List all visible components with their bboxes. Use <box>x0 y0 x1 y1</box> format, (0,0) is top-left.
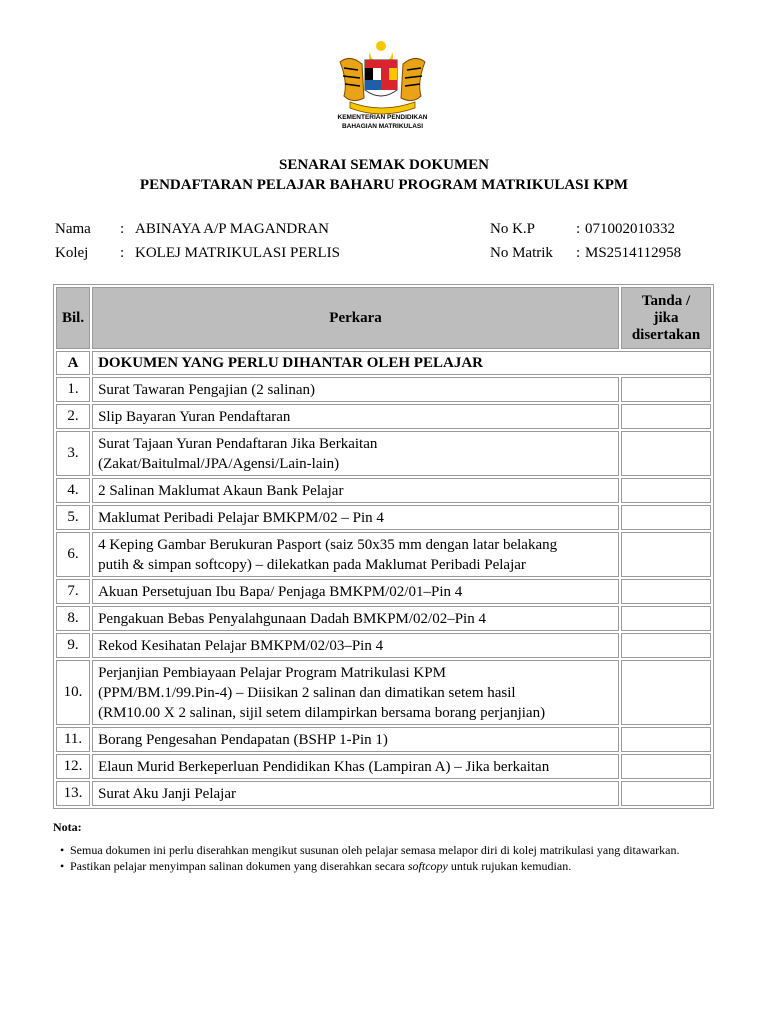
header-tanda-line-3: disertakan <box>631 326 701 343</box>
row-number: 12. <box>56 754 90 779</box>
row-item-line: Akuan Persetujuan Ibu Bapa/ Penjaga BMKPM/02/01–Pin 4 <box>98 583 463 600</box>
checkbox-cell[interactable] <box>621 478 711 503</box>
row-number: 7. <box>56 579 90 604</box>
row-item-line: (PPM/BM.1/99.Pin-4) – Diisikan 2 salinan dan dimatikan setem hasil <box>98 684 516 701</box>
table-row <box>56 606 711 631</box>
row-item <box>92 377 619 402</box>
table-row <box>56 579 711 604</box>
notes-title: Nota: <box>53 820 82 834</box>
note-item <box>60 859 720 874</box>
note-item <box>60 843 720 858</box>
bullet-icon: • <box>60 843 65 857</box>
note-text-1: Semua dokumen ini perlu diserahkan mengikut susunan oleh pelajar semasa melapor diri di kolej matrikulasi yang ditawarkan. <box>70 843 680 857</box>
document-subtitle: PENDAFTARAN PELAJAR BAHARU PROGRAM MATRIKULASI KPM <box>139 177 629 193</box>
table-row <box>56 404 711 429</box>
name-separator: : <box>120 221 125 237</box>
header-bil: Bil. <box>56 287 90 349</box>
checkbox-cell[interactable] <box>621 727 711 752</box>
row-item-line: Surat Tawaran Pengajian (2 salinan) <box>98 381 316 398</box>
table-row <box>56 505 711 530</box>
section-row <box>56 351 711 375</box>
row-item <box>92 727 619 752</box>
header-perkara: Perkara <box>92 287 619 349</box>
row-item-line: Maklumat Peribadi Pelajar BMKPM/02 – Pin 4 <box>98 509 384 526</box>
college-label: Kolej <box>55 245 89 261</box>
name-label: Nama <box>55 221 91 237</box>
checkbox-cell[interactable] <box>621 431 711 476</box>
name-value: ABINAYA A/P MAGANDRAN <box>135 221 329 237</box>
college-separator: : <box>120 245 125 261</box>
note-text-2-after: untuk rujukan kemudian. <box>447 859 572 873</box>
table-row <box>56 633 711 658</box>
row-item <box>92 633 619 658</box>
table-row <box>56 431 711 476</box>
table-row <box>56 727 711 752</box>
ic-value: 071002010332 <box>585 221 675 237</box>
checkbox-cell[interactable] <box>621 606 711 631</box>
row-number: 13. <box>56 781 90 806</box>
note-text-2 <box>70 859 571 874</box>
row-item-line: putih & simpan softcopy) – dilekatkan pada Maklumat Peribadi Pelajar <box>98 556 526 573</box>
row-number: 1. <box>56 377 90 402</box>
checkbox-cell[interactable] <box>621 633 711 658</box>
checkbox-cell[interactable] <box>621 579 711 604</box>
ic-label: No K.P <box>490 221 536 237</box>
matric-separator: : <box>576 245 581 261</box>
row-item-line: 2 Salinan Maklumat Akaun Bank Pelajar <box>98 482 344 499</box>
ministry-line-1: KEMENTERIAN PENDIDIKAN <box>337 114 428 121</box>
note-text-2-before: Pastikan pelajar menyimpan salinan dokumen yang diserahkan secara <box>70 859 408 873</box>
row-item-line: Borang Pengesahan Pendapatan (BSHP 1-Pin 1) <box>98 731 388 748</box>
row-number: 10. <box>56 660 90 725</box>
table-row <box>56 377 711 402</box>
row-item-line: Elaun Murid Berkeperluan Pendidikan Khas (Lampiran A) – Jika berkaitan <box>98 758 550 775</box>
row-number: 4. <box>56 478 90 503</box>
row-number: 11. <box>56 727 90 752</box>
checkbox-cell[interactable] <box>621 404 711 429</box>
section-title: DOKUMEN YANG PERLU DIHANTAR OLEH PELAJAR <box>92 351 711 375</box>
matric-value: MS2514112958 <box>585 245 682 261</box>
checkbox-cell[interactable] <box>621 505 711 530</box>
row-item <box>92 431 619 476</box>
bullet-icon: • <box>60 859 65 873</box>
matric-label: No Matrik <box>490 245 553 261</box>
notes-list <box>60 843 720 875</box>
ic-separator: : <box>576 221 581 237</box>
table-row <box>56 532 711 577</box>
checkbox-cell[interactable] <box>621 532 711 577</box>
checkbox-cell[interactable] <box>621 754 711 779</box>
row-item <box>92 505 619 530</box>
header-tanda-line-2: jika <box>653 309 679 326</box>
checkbox-cell[interactable] <box>621 781 711 806</box>
row-item-line: Surat Aku Janji Pelajar <box>98 785 236 802</box>
ministry-line-2: BAHAGIAN MATRIKULASI <box>341 123 424 130</box>
row-item <box>92 579 619 604</box>
row-item <box>92 478 619 503</box>
row-number: 8. <box>56 606 90 631</box>
row-number: 3. <box>56 431 90 476</box>
row-number: 5. <box>56 505 90 530</box>
row-item <box>92 532 619 577</box>
college-value: KOLEJ MATRIKULASI PERLIS <box>135 245 341 261</box>
table-row <box>56 754 711 779</box>
row-item-line: 4 Keping Gambar Berukuran Pasport (saiz 50x35 mm dengan latar belakang <box>98 536 558 553</box>
row-item-line: Rekod Kesihatan Pelajar BMKPM/02/03–Pin 4 <box>98 637 384 654</box>
table-row <box>56 781 711 806</box>
row-item <box>92 754 619 779</box>
row-item <box>92 660 619 725</box>
row-item-line: Pengakuan Bebas Penyalahgunaan Dadah BMKPM/02/02–Pin 4 <box>98 610 486 627</box>
table-row <box>56 660 711 725</box>
row-item <box>92 781 619 806</box>
row-item-line: Slip Bayaran Yuran Pendaftaran <box>98 408 291 425</box>
row-item-line: Perjanjian Pembiayaan Pelajar Program Matrikulasi KPM <box>98 664 446 681</box>
row-item-line: Surat Tajaan Yuran Pendaftaran Jika Berkaitan <box>98 435 378 452</box>
checkbox-cell[interactable] <box>621 660 711 725</box>
header-tanda-line-1: Tanda / <box>641 292 691 309</box>
row-number: 2. <box>56 404 90 429</box>
row-item <box>92 404 619 429</box>
table-header-row <box>56 287 711 349</box>
row-number: 9. <box>56 633 90 658</box>
row-item <box>92 606 619 631</box>
row-number: 6. <box>56 532 90 577</box>
checkbox-cell[interactable] <box>621 377 711 402</box>
note-text-2-italic: softcopy <box>407 859 448 873</box>
row-item-line: (RM10.00 X 2 salinan, sijil setem dilampirkan bersama borang perjanjian) <box>98 704 546 721</box>
table-row <box>56 478 711 503</box>
document-title: SENARAI SEMAK DOKUMEN <box>278 157 489 173</box>
section-code: A <box>56 351 90 375</box>
checklist-table <box>53 284 714 809</box>
row-item-line: (Zakat/Baitulmal/JPA/Agensi/Lain-lain) <box>98 455 340 472</box>
ministry-label <box>300 113 465 131</box>
header-tanda <box>621 287 711 349</box>
